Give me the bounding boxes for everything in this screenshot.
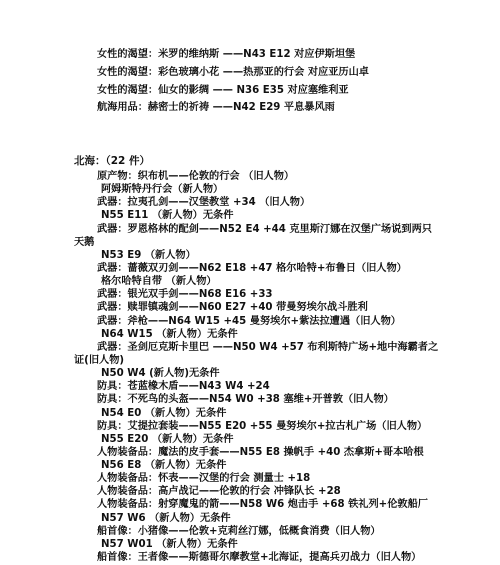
list-item: 船首像：王者像——斯德哥尔摩教堂+北海证，提高兵刃战力（旧人物） xyxy=(97,552,422,563)
list-item: 船首像：小猪像——伦敦+克莉丝汀娜，低概食消费（旧人物） xyxy=(97,525,381,537)
list-item: 人物装备品：射穿魔鬼的箭——N58 W6 炮击手 +68 铁礼列+伦敦船厂 xyxy=(97,499,428,511)
list-item: 人物装备品：高卢战记——伦敦的行会 冲锋队长 +28 xyxy=(97,486,341,498)
list-item: 武器：蔷薇双刃剑——N62 E18 +47 格尔哈特+布鲁日（旧人物） xyxy=(97,263,407,274)
list-item: 武器：拉夷孔剑——汉堡教堂 +34 （旧人物） xyxy=(97,197,311,209)
list-item: 武器：圣剑厄克斯卡里巴 ——N50 W4 +57 布利斯特广场+地中海霸者之 xyxy=(97,341,439,353)
list-item: N54 E0 （新人物）无条件 xyxy=(101,407,227,419)
list-item: 武器：斧枪——N64 W15 +45 曼努埃尔+紫法拉遭遇（旧人物） xyxy=(97,315,401,327)
section-title: 北海：（22 件） xyxy=(74,155,151,167)
list-item: N64 W15 （新人物）无条件 xyxy=(101,328,238,340)
top-item-1: 女性的渴望：米罗的维纳斯 ——N43 E12 对应伊斯坦堡 xyxy=(97,49,356,60)
list-item: 证(旧人物) xyxy=(74,354,125,366)
list-item: N56 E8 （新人物）无条件 xyxy=(101,460,227,471)
list-item: N55 E11 （新人物）无条件 xyxy=(101,210,234,222)
list-item: N53 E9 （新人物） xyxy=(101,249,196,261)
list-item: 人物装备品：魔法的皮手套——N55 E8 操帆手 +40 杰拿斯+哥本哈根 xyxy=(97,446,424,458)
top-item-3: 女性的渴望：仙女的影绸 —— N36 E35 对应塞维利亚 xyxy=(97,85,349,96)
list-item: 武器：罗恩格林的配剑——N52 E4 +44 克里斯汀娜在汉堡广场说到两只 xyxy=(97,223,432,235)
list-item: 天鹅 xyxy=(74,236,95,248)
top-item-4: 航海用品：赫密士的祈祷 ——N42 E29 平息暴风雨 xyxy=(97,102,335,113)
list-item: N50 W4 (新人物)无条件 xyxy=(101,368,220,380)
list-item: 防具：艾提拉套装——N55 E20 +55 曼努埃尔+拉古札广场（旧人物） xyxy=(97,420,428,432)
list-item: 人物装备品：怀表——汉堡的行会 测量士 +18 xyxy=(97,473,311,485)
list-item: 武器：赎罪镇魂剑——N60 E27 +40 带曼努埃尔战斗胜利 xyxy=(97,302,368,314)
list-item: 防具：苍蓝橡木盾——N43 W4 +24 xyxy=(97,381,270,393)
list-item: N57 W01 （新人物）无条件 xyxy=(101,538,238,550)
list-item: 原产物：织布机——伦敦的行会 （旧人物） xyxy=(97,171,295,182)
list-item: 防具：不死鸟的头盔——N54 W0 +38 塞维+开普敦（旧人物） xyxy=(97,394,394,406)
list-item: N55 E20 （新人物）无条件 xyxy=(101,433,234,445)
list-item: 格尔哈特自带 （新人物） xyxy=(101,276,217,288)
top-item-2: 女性的渴望：彩色玻璃小花 ——热那亚的行会 对应亚历山卓 xyxy=(97,67,369,78)
list-item: 阿姆斯特丹行会（新人物） xyxy=(101,184,224,196)
list-item: 武器：银光双手剑——N68 E16 +33 xyxy=(97,289,273,301)
list-item: N57 W6 （新人物）无条件 xyxy=(101,512,231,524)
